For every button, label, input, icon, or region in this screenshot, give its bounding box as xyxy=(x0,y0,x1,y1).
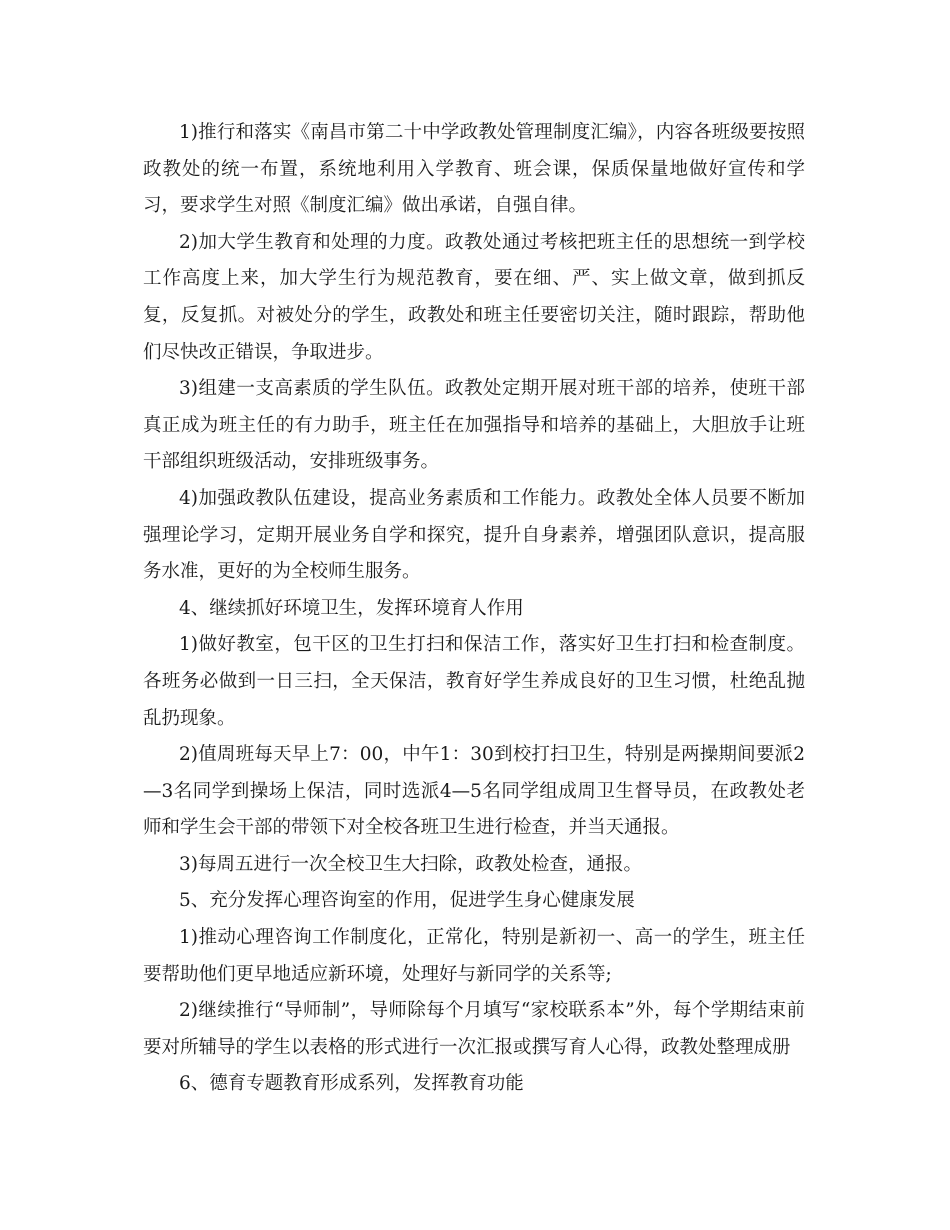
paragraph-counseling-system: 1)推动心理咨询工作制度化，正常化，特别是新初一、高一的学生，班主任要帮助他们更早地适应新环境，处理好与新同学的关系等; xyxy=(143,927,805,985)
paragraph-staff-team: 4)加强政教队伍建设，提高业务素质和工作能力。政教处全体人员要不断加强理论学习，定期开展业务自学和探究，提升自身素养，增强团队意识，提高服务水准，更好的为全校师生服务。 xyxy=(143,487,805,583)
section-heading-moral-education: 6、德育专题教育形成系列，发挥教育功能 xyxy=(179,1073,524,1095)
section-heading-hygiene: 4、继续抓好环境卫生，发挥环境育人作用 xyxy=(179,597,524,619)
section-heading-counseling: 5、充分发挥心理咨询室的作用，促进学生身心健康发展 xyxy=(179,890,635,912)
paragraph-management-rules: 1)推行和落实《南昌市第二十中学政教处管理制度汇编》，内容各班级要按照政教处的统一布置，系统地利用入学教育、班会课，保质保量地做好宣传和学习，要求学生对照《制度汇编》做出承诺，自强自律。 xyxy=(143,122,805,217)
paragraph-student-team: 3)组建一支高素质的学生队伍。政教处定期开展对班干部的培养，使班干部真正成为班主任的有力助手，班主任在加强指导和培养的基础上，大胆放手让班干部组织班级活动，安排班级事务。 xyxy=(143,378,805,473)
document-body xyxy=(143,115,805,1103)
paragraph-weekly-cleaning: 3)每周五进行一次全校卫生大扫除，政教处检查，通报。 xyxy=(179,853,642,875)
paragraph-student-education: 2)加大学生教育和处理的力度。政教处通过考核把班主任的思想统一到学校工作高度上来，加大学生行为规范教育，要在细、严、实上做文章，做到抓反复，反复抓。对被处分的学生，政教处和班主任要密切关注，随时跟踪，帮助他们尽快改正错误，争取进步。 xyxy=(143,231,805,363)
paragraph-tutor-system: 2)继续推行“导师制”，导师除每个月填写“家校联系本”外，每个学期结束前要对所辅导的学生以表格的形式进行一次汇报或撰写育人心得，政教处整理成册 xyxy=(143,1000,805,1058)
paragraph-duty-class: 2)值周班每天早上7：00，中午1：30到校打扫卫生，特别是两操期间要派2—3名同学到操场上保洁，同时选派4—5名同学组成周卫生督导员，在政教处老师和学生会干部的带领下对全校各班卫生进行检查，并当天通报。 xyxy=(143,744,805,839)
paragraph-classroom-cleaning: 1)做好教室，包干区的卫生打扫和保洁工作，落实好卫生打扫和检查制度。各班务必做到一日三扫，全天保洁，教育好学生养成良好的卫生习惯，杜绝乱抛乱扔现象。 xyxy=(143,634,805,729)
